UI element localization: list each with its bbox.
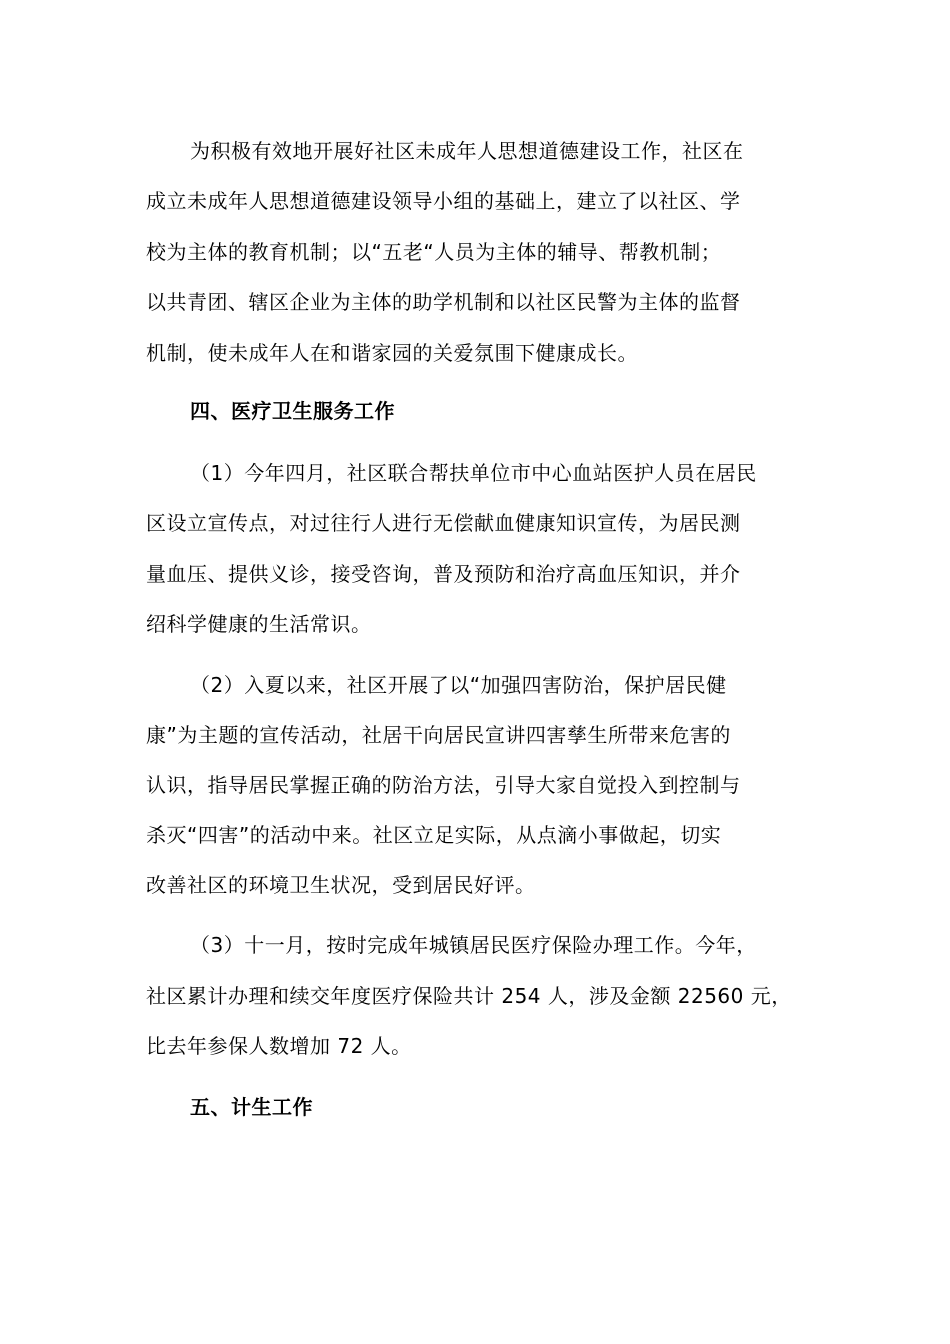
text-line: 成立未成年人思想道德建设领导小组的基础上，建立了以社区、学 xyxy=(146,189,741,213)
text-line: （3）十一月，按时完成年城镇居民医疗保险办理工作。今年， xyxy=(190,933,757,957)
text-line: 杀灭“四害”的活动中来。社区立足实际，从点滴小事做起，切实 xyxy=(146,823,722,847)
text-line: 以共青团、辖区企业为主体的助学机制和以社区民警为主体的监督 xyxy=(146,290,741,314)
text-line: 为积极有效地开展好社区未成年人思想道德建设工作，社区在 xyxy=(190,139,744,163)
text-line: 区设立宣传点，对过往行人进行无偿献血健康知识宣传，为居民测 xyxy=(146,511,741,535)
text-line: 量血压、提供义诊，接受咨询，普及预防和治疗高血压知识，并介 xyxy=(146,562,741,586)
section-heading: 四、医疗卫生服务工作 xyxy=(190,399,395,423)
text-line: 社区累计办理和续交年度医疗保险共计 254 人，涉及金额 22560 元， xyxy=(146,984,792,1008)
text-line: （1）今年四月，社区联合帮扶单位市中心血站医护人员在居民 xyxy=(190,461,757,485)
text-line: 机制，使未成年人在和谐家园的关爱氛围下健康成长。 xyxy=(146,341,638,365)
text-line: 认识，指导居民掌握正确的防治方法，引导大家自觉投入到控制与 xyxy=(146,773,741,797)
section-heading: 五、计生工作 xyxy=(190,1095,313,1119)
text-line: （2）入夏以来，社区开展了以“加强四害防治，保护居民健 xyxy=(190,673,727,697)
text-line: 校为主体的教育机制；以“五老“人员为主体的辅导、帮教机制； xyxy=(146,240,722,264)
text-line: 比去年参保人数增加 72 人。 xyxy=(146,1034,412,1058)
text-line: 改善社区的环境卫生状况，受到居民好评。 xyxy=(146,873,536,897)
text-line: 绍科学健康的生活常识。 xyxy=(146,612,372,636)
text-line: 康”为主题的宣传活动，社居干向居民宣讲四害孳生所带来危害的 xyxy=(146,723,731,747)
